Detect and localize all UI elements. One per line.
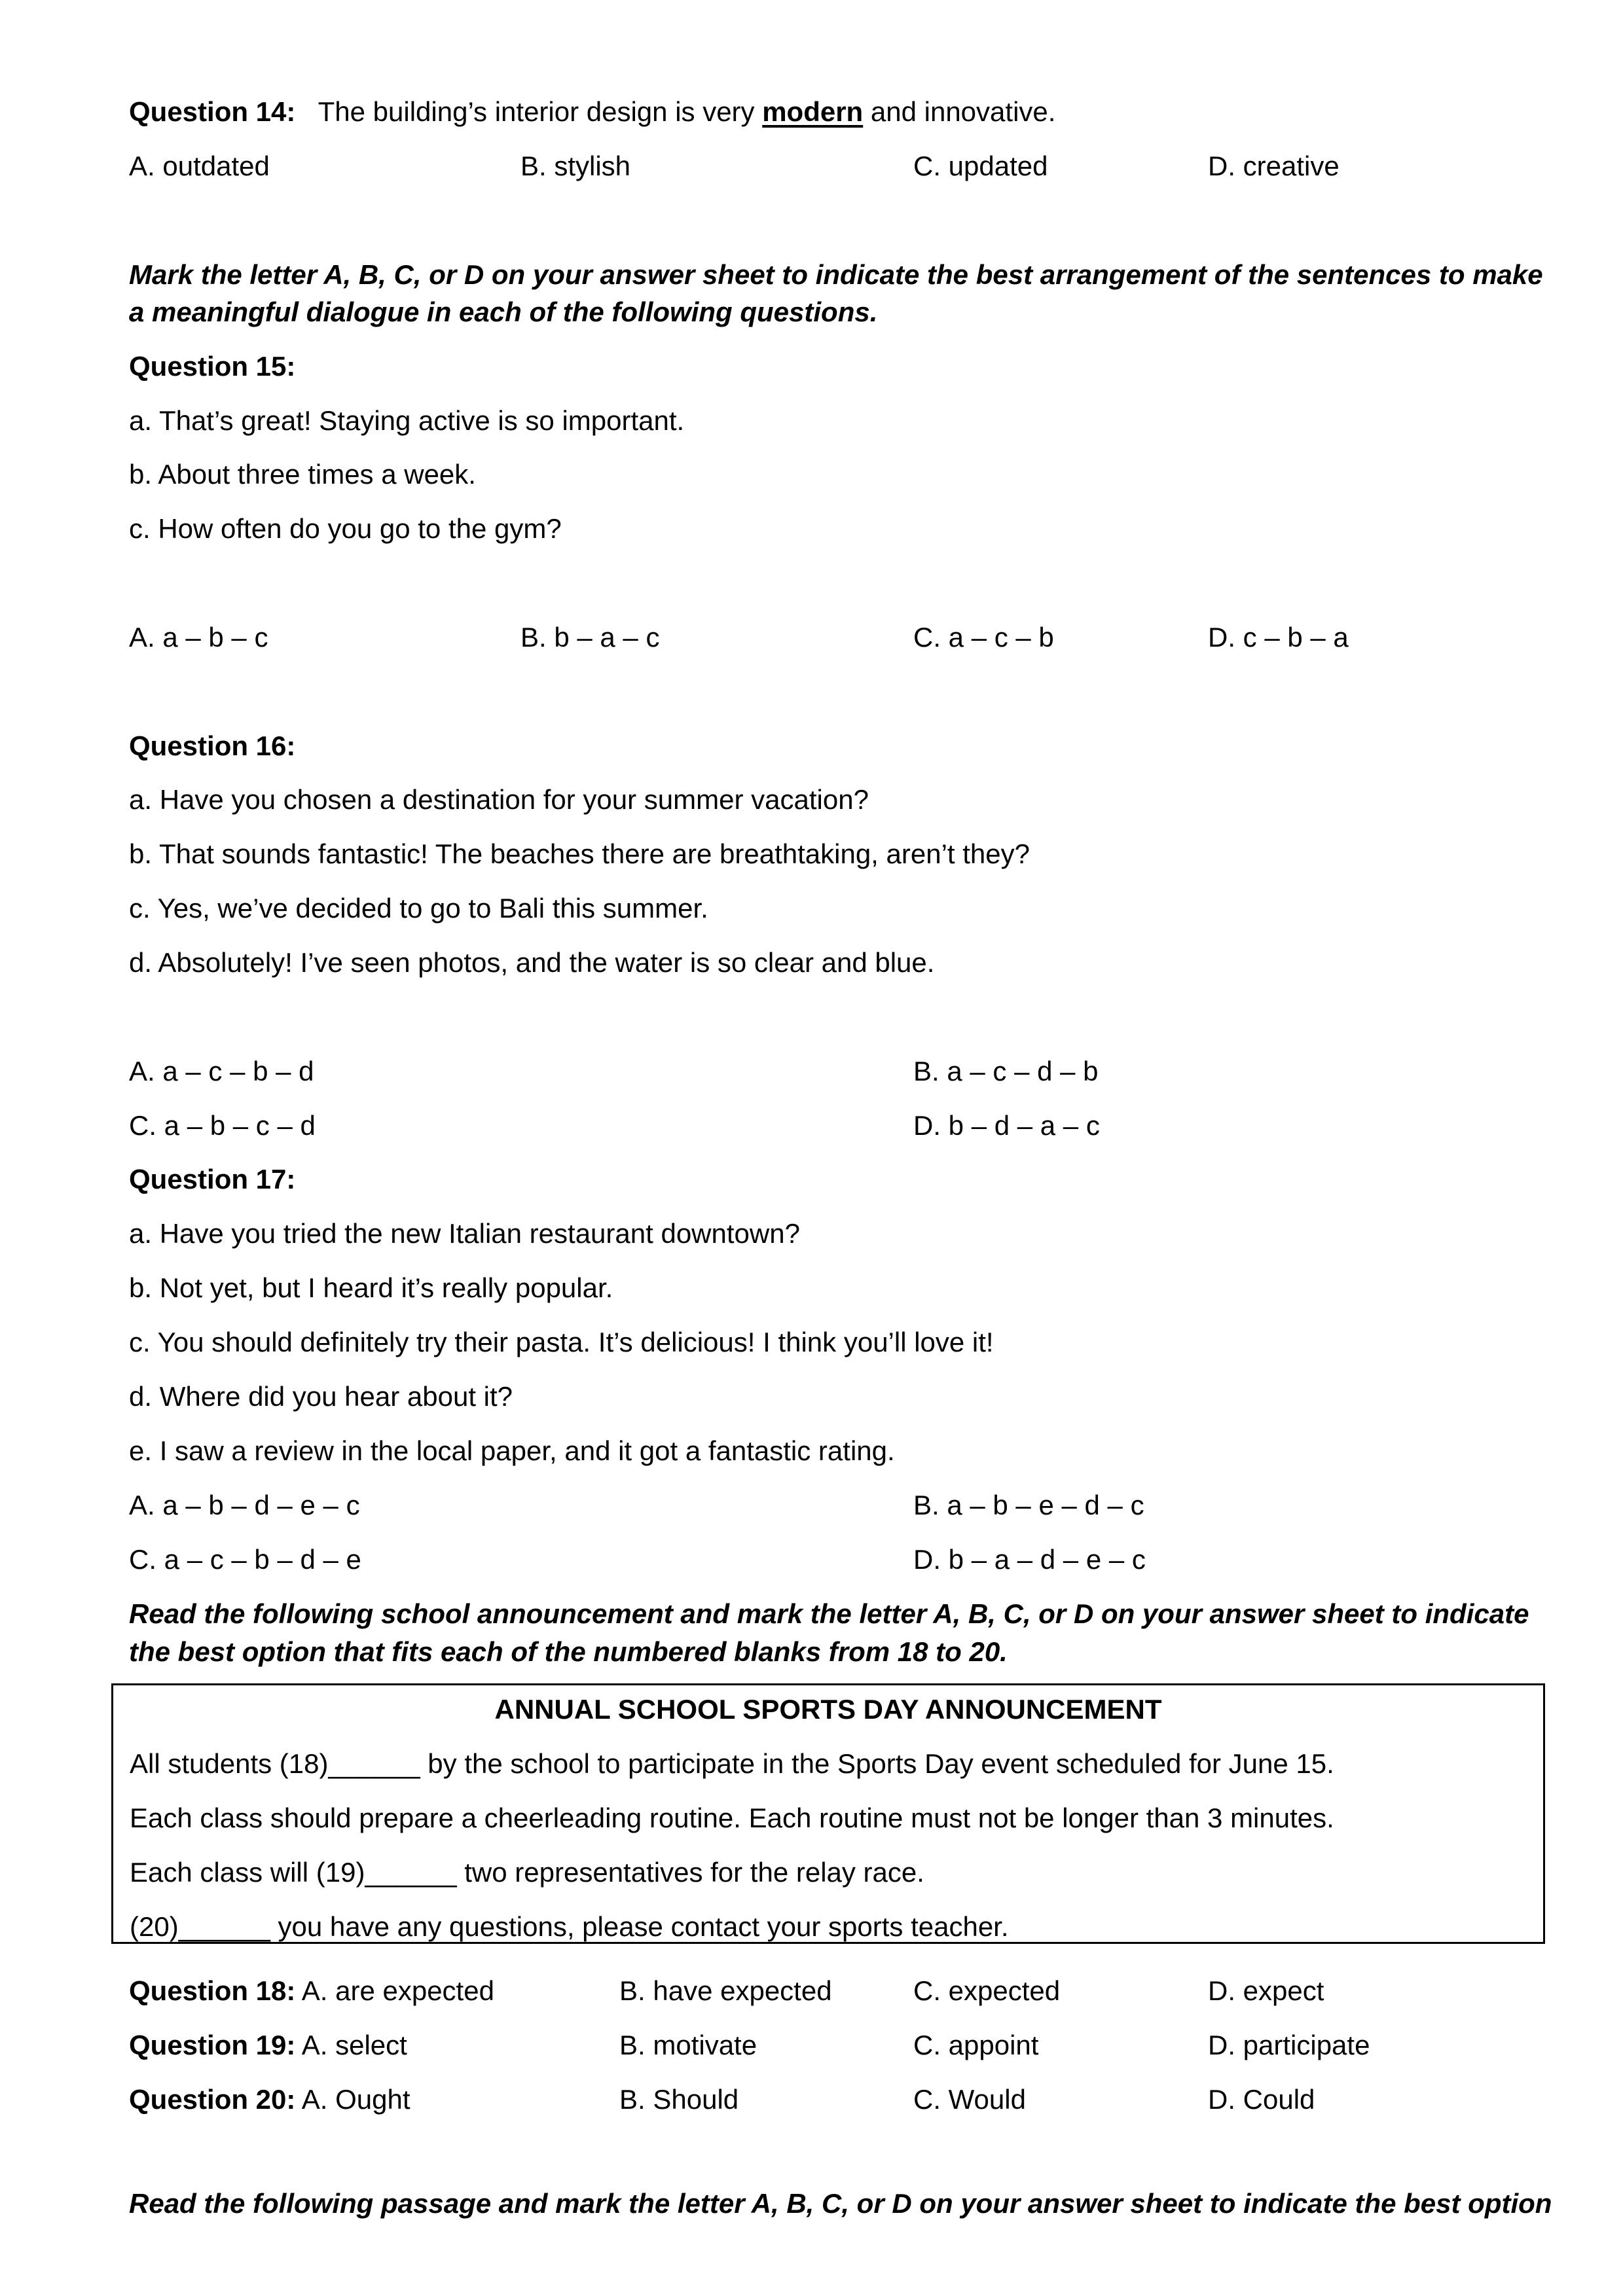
question-18-option-d[interactable]: D. expect <box>1208 1975 1324 2006</box>
question-17-option-b[interactable]: B. a – b – e – d – c <box>913 1490 1144 1520</box>
question-17-sentence-c: c. You should definitely try their pasta. It’s delicious! I think you’ll love it! <box>129 1327 994 1357</box>
question-15-option-c[interactable]: C. a – c – b <box>913 622 1054 653</box>
question-16-sentence-a: a. Have you chosen a destination for your summer vacation? <box>129 784 869 815</box>
question-17-label: Question 17: <box>129 1164 296 1194</box>
question-14-option-b[interactable]: B. stylish <box>520 151 631 181</box>
announcement-box <box>111 1683 1545 1944</box>
question-18-option-c[interactable]: C. expected <box>913 1975 1061 2006</box>
question-16-label: Question 16: <box>129 730 296 761</box>
announcement-line-1: All students (18)______ by the school to participate in the Sports Day event scheduled for June 15. <box>130 1748 1334 1779</box>
announcement-line-2: Each class should prepare a cheerleading routine. Each routine must not be longer than 3 minutes. <box>130 1803 1334 1833</box>
question-19-option-d[interactable]: D. participate <box>1208 2030 1370 2060</box>
question-16-sentence-d: d. Absolutely! I’ve seen photos, and the water is so clear and blue. <box>129 947 935 978</box>
question-19-row <box>129 2029 407 2062</box>
question-14-keyword: modern <box>762 96 864 127</box>
question-20-row <box>129 2083 410 2116</box>
dialogue-instructions-line-2: a meaningful dialogue in each of the following questions. <box>129 296 878 327</box>
question-17-sentence-a: a. Have you tried the new Italian restaurant downtown? <box>129 1218 800 1249</box>
announcement-title: ANNUAL SCHOOL SPORTS DAY ANNOUNCEMENT <box>494 1694 1162 1725</box>
question-14-label: Question 14: <box>129 96 296 127</box>
question-14-text-after: and innovative. <box>863 96 1056 127</box>
question-15-option-b[interactable]: B. b – a – c <box>520 622 660 653</box>
question-19-label: Question 19: <box>129 2030 296 2060</box>
question-17-sentence-d: d. Where did you hear about it? <box>129 1381 513 1412</box>
question-16-option-d[interactable]: D. b – d – a – c <box>913 1110 1100 1141</box>
announcement-line-3: Each class will (19)______ two representatives for the relay race. <box>130 1857 924 1888</box>
announcement-line-4: (20)______ you have any questions, please contact your sports teacher. <box>130 1911 1009 1942</box>
question-15-label: Question 15: <box>129 351 296 382</box>
passage-instructions-line-1: Read the following passage and mark the letter A, B, C, or D on your answer sheet to indicate the best option <box>129 2188 1552 2219</box>
question-14-stem <box>129 96 1055 128</box>
question-15-option-a[interactable]: A. a – b – c <box>129 622 268 653</box>
question-19-option-c[interactable]: C. appoint <box>913 2030 1039 2060</box>
question-17-option-d[interactable]: D. b – a – d – e – c <box>913 1544 1146 1575</box>
question-15-option-d[interactable]: D. c – b – a <box>1208 622 1349 653</box>
question-14-option-a[interactable]: A. outdated <box>129 151 270 181</box>
question-18-row <box>129 1975 494 2007</box>
question-17-option-c[interactable]: C. a – c – b – d – e <box>129 1544 361 1575</box>
question-14-option-d[interactable]: D. creative <box>1208 151 1340 181</box>
question-18-label: Question 18: <box>129 1975 296 2006</box>
question-16-sentence-b: b. That sounds fantastic! The beaches there are breathtaking, aren’t they? <box>129 838 1030 869</box>
question-16-option-a[interactable]: A. a – c – b – d <box>129 1056 314 1086</box>
question-16-option-c[interactable]: C. a – b – c – d <box>129 1110 316 1141</box>
question-17-sentence-e: e. I saw a review in the local paper, and it got a fantastic rating. <box>129 1435 895 1466</box>
question-20-option-c[interactable]: C. Would <box>913 2084 1026 2115</box>
question-18-option-a[interactable]: A. are expected <box>301 1975 494 2006</box>
question-19-option-a[interactable]: A. select <box>301 2030 407 2060</box>
question-19-option-b[interactable]: B. motivate <box>619 2030 757 2060</box>
dialogue-instructions-line-1: Mark the letter A, B, C, or D on your answer sheet to indicate the best arrangement of the sentences to make <box>129 259 1543 290</box>
question-18-option-b[interactable]: B. have expected <box>619 1975 832 2006</box>
question-14-text-before: The building’s interior design is very <box>318 96 763 127</box>
question-16-sentence-c: c. Yes, we’ve decided to go to Bali this summer. <box>129 893 708 924</box>
question-15-sentence-a: a. That’s great! Staying active is so important. <box>129 405 685 436</box>
announcement-instructions-line-2: the best option that fits each of the numbered blanks from 18 to 20. <box>129 1636 1008 1667</box>
question-15-sentence-b: b. About three times a week. <box>129 459 476 490</box>
question-20-option-b[interactable]: B. Should <box>619 2084 739 2115</box>
question-20-option-d[interactable]: D. Could <box>1208 2084 1315 2115</box>
question-20-option-a[interactable]: A. Ought <box>301 2084 410 2115</box>
question-16-option-b[interactable]: B. a – c – d – b <box>913 1056 1099 1086</box>
question-14-option-c[interactable]: C. updated <box>913 151 1048 181</box>
question-15-sentence-c: c. How often do you go to the gym? <box>129 513 562 544</box>
question-17-sentence-b: b. Not yet, but I heard it’s really popular. <box>129 1272 613 1303</box>
announcement-instructions-line-1: Read the following school announcement and mark the letter A, B, C, or D on your answer sheet to indicate <box>129 1598 1529 1629</box>
question-17-option-a[interactable]: A. a – b – d – e – c <box>129 1490 360 1520</box>
question-20-label: Question 20: <box>129 2084 296 2115</box>
